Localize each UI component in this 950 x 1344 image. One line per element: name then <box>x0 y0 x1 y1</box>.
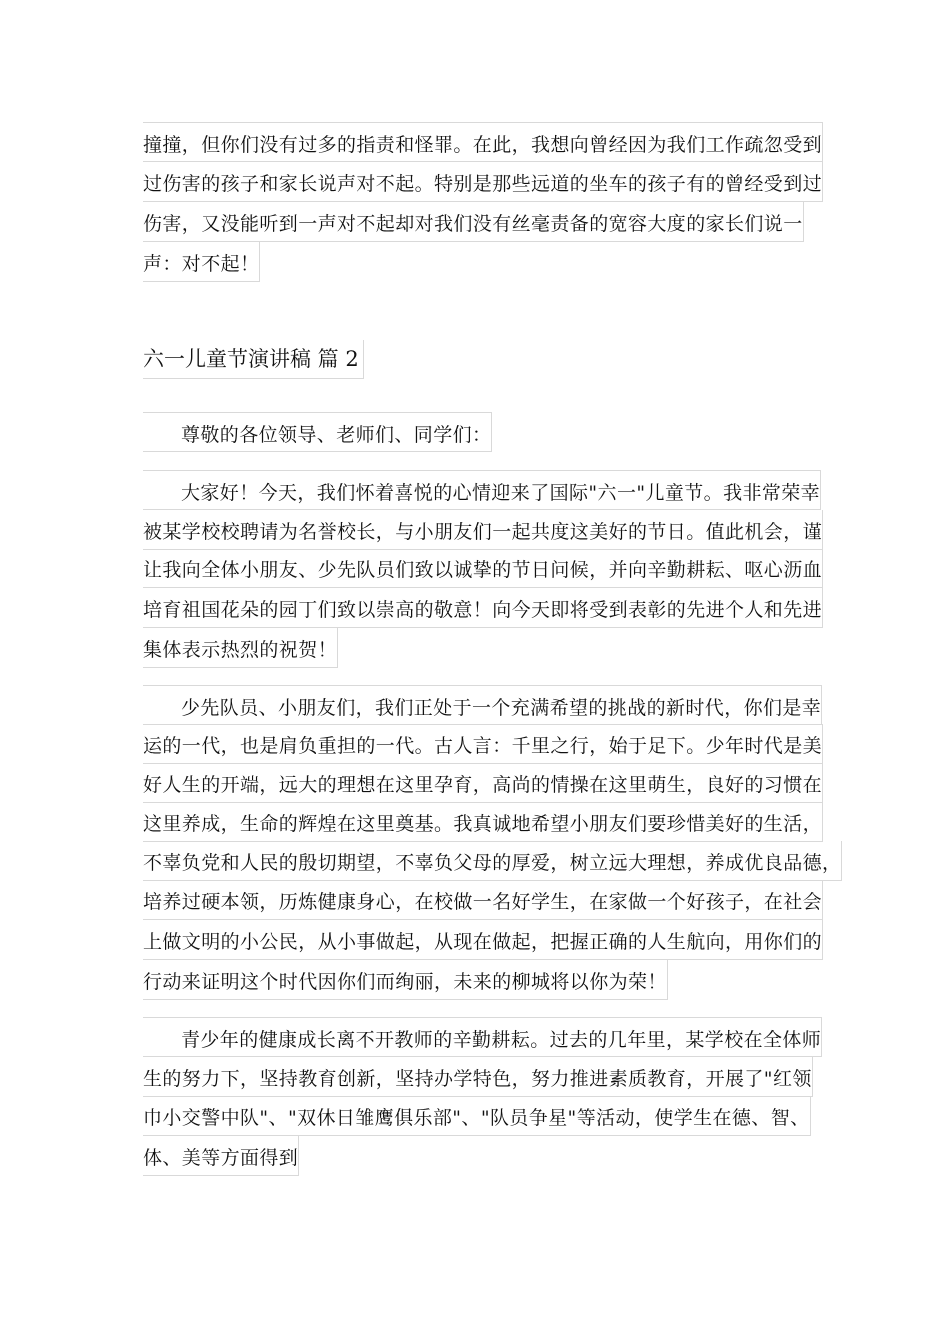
text-line: 伤害，又没能听到一声对不起却对我们没有丝毫责备的宽容大度的家长们说一 <box>143 202 804 242</box>
text-line: 好人生的开端，远大的理想在这里孕育，高尚的情操在这里萌生，良好的习惯在 <box>143 763 823 803</box>
text-line: 生的努力下，坚持教育创新，坚持办学特色，努力推进素质教育，开展了"红领 <box>143 1057 813 1097</box>
text-line: 少先队员、小朋友们，我们正处于一个充满希望的挑战的新时代，你们是幸 <box>143 685 822 725</box>
text-line: 过伤害的孩子和家长说声对不起。特别是那些远道的坐车的孩子有的曾经受到过 <box>143 162 823 202</box>
section-title: 六一儿童节演讲稿 篇 2 <box>143 340 364 379</box>
text-line: 被某学校校聘请为名誉校长，与小朋友们一起共度这美好的节日。值此机会，谨 <box>143 510 823 550</box>
text-line: 让我向全体小朋友、少先队员们致以诚挚的节日问候，并向辛勤耕耘、呕心沥血 <box>143 548 823 588</box>
text-line: 撞撞，但你们没有过多的指责和怪罪。在此，我想向曾经因为我们工作疏忽受到 <box>143 122 823 162</box>
text-line: 巾小交警中队"、"双休日雏鹰俱乐部"、"队员争星"等活动，使学生在德、智、 <box>143 1096 811 1136</box>
text-line: 运的一代，也是肩负重担的一代。古人言：千里之行，始于足下。少年时代是美 <box>143 724 823 764</box>
text-line: 集体表示热烈的祝贺！ <box>143 628 338 668</box>
salutation: 尊敬的各位领导、老师们、同学们： <box>143 412 492 452</box>
text-line: 体、美等方面得到 <box>143 1136 299 1176</box>
text-line: 培养过硬本领，历炼健康身心，在校做一名好学生，在家做一个好孩子，在社会 <box>143 880 823 920</box>
text-line: 声：对不起！ <box>143 242 260 282</box>
text-line: 不辜负党和人民的殷切期望，不辜负父母的厚爱，树立远大理想，养成优良品德， <box>143 841 842 881</box>
text-line: 大家好！今天，我们怀着喜悦的心情迎来了国际"六一"儿童节。我非常荣幸 <box>143 470 821 510</box>
text-line: 培育祖国花朵的园丁们致以崇高的敬意！向今天即将受到表彰的先进个人和先进 <box>143 588 823 628</box>
text-line: 行动来证明这个时代因你们而绚丽，未来的柳城将以你为荣！ <box>143 960 668 1000</box>
text-line: 这里养成，生命的辉煌在这里奠基。我真诚地希望小朋友们要珍惜美好的生活， <box>143 802 823 842</box>
text-line: 上做文明的小公民，从小事做起，从现在做起，把握正确的人生航向，用你们的 <box>143 920 823 960</box>
text-line: 青少年的健康成长离不开教师的辛勤耕耘。过去的几年里，某学校在全体师 <box>143 1017 822 1057</box>
